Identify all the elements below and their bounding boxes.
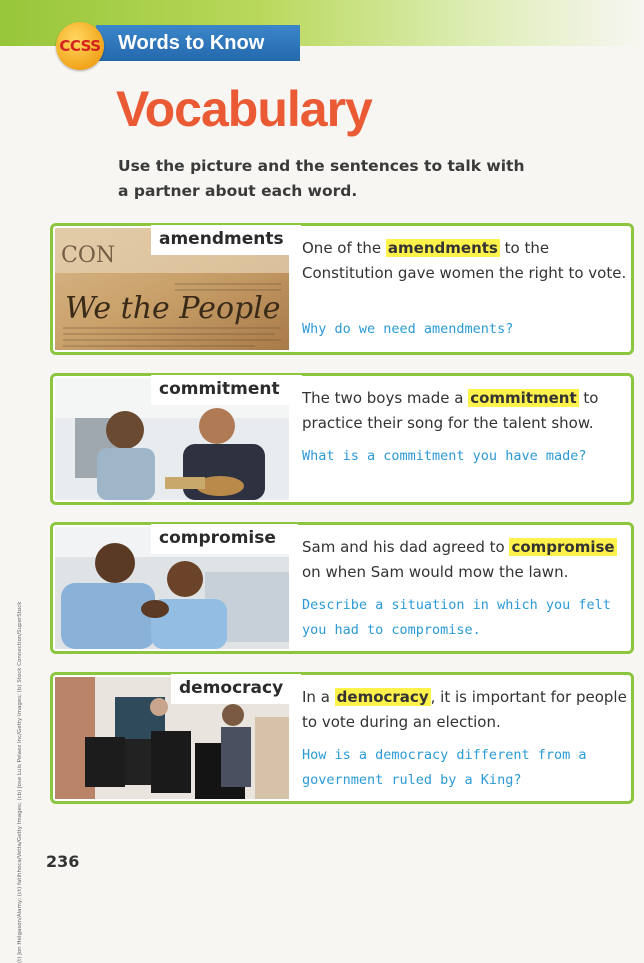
- words-to-know-banner: Words to Know: [96, 25, 300, 61]
- svg-text:CON: CON: [61, 243, 116, 268]
- discussion-question: Why do we need amendments?: [302, 321, 514, 337]
- highlighted-word: compromise: [511, 538, 615, 556]
- vocab-word: commitment: [151, 375, 302, 405]
- vocab-word: democracy: [171, 674, 301, 704]
- vocab-word: amendments: [151, 225, 301, 255]
- page-title: Vocabulary: [116, 81, 372, 137]
- highlighted-word: democracy: [336, 688, 429, 706]
- discussion-question: What is a commitment you have made?: [302, 448, 587, 464]
- discussion-question: Describe a situation in which you felt you had to compromise.: [302, 597, 611, 638]
- svg-text:We the People: We the People: [65, 291, 281, 326]
- page-number: 236: [46, 852, 80, 871]
- vocab-sentence: In a democracy , it is important for people to vote during an election.: [302, 688, 627, 731]
- vocab-sentence: Sam and his dad agreed to compromise on when Sam would mow the lawn.: [302, 538, 615, 581]
- intro-text: Use the picture and the sentences to talk with a partner about each word.: [118, 157, 525, 200]
- discussion-question: How is a democracy different from a government ruled by a King?: [302, 747, 587, 788]
- highlighted-word: commitment: [470, 389, 577, 407]
- ccss-badge: CCSS: [56, 22, 104, 70]
- vocab-card-compromise: [50, 522, 634, 654]
- photo-credit: (t) Jon Helgason/Alamy; (ct) fatihhoca/Vetta/Getty Images; (cb) Jose Luis Pelaez Inc/Getty Images; (b) Stock Connection/SuperStock: [17, 601, 23, 963]
- vocab-sentence: The two boys made a commitment to practice their song for the talent show.: [302, 389, 599, 432]
- highlighted-word: amendments: [387, 239, 498, 257]
- vocab-sentence: One of the amendments to the Constitution gave women the right to vote.: [302, 239, 627, 282]
- vocab-card-amendments: [50, 223, 634, 355]
- vocab-card-commitment: [50, 373, 634, 505]
- vocab-word: compromise: [151, 524, 298, 554]
- vocab-card-democracy: [50, 672, 634, 804]
